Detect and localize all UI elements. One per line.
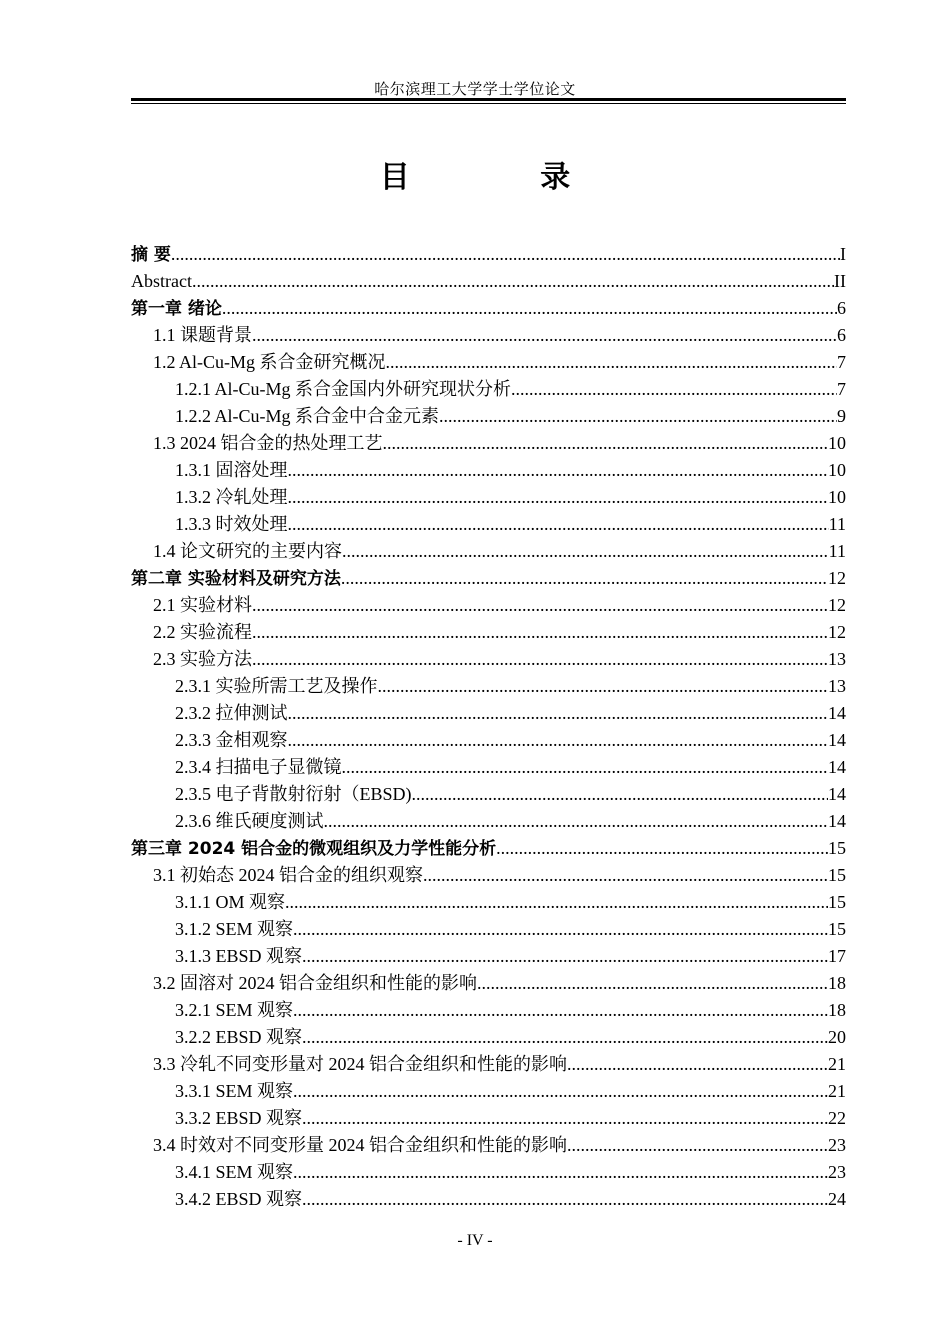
toc-entry[interactable] [131, 268, 846, 295]
toc-entry-label: 1.4 论文研究的主要内容 [153, 541, 342, 561]
toc-entry[interactable] [131, 646, 846, 673]
toc-entry-page: 17 [828, 946, 846, 966]
toc-entry-label: 3.2.1 SEM 观察 [175, 1000, 294, 1020]
toc-entry-label: 1.3.3 时效处理 [175, 514, 288, 534]
toc-entry[interactable] [131, 241, 846, 268]
toc-entry-label: 3.3.2 EBSD 观察 [175, 1108, 303, 1128]
toc-leader-dots [342, 754, 829, 781]
toc-entry[interactable] [131, 619, 846, 646]
toc-leader-dots [293, 997, 828, 1024]
toc-entry-page: 15 [828, 838, 846, 858]
toc-entry[interactable] [131, 1186, 846, 1213]
toc-entry-page: 15 [828, 865, 846, 885]
toc-entry-label: Abstract [131, 271, 192, 291]
toc-entry-page: 15 [828, 892, 846, 912]
toc-entry-label: 2.3.2 拉伸测试 [175, 703, 288, 723]
toc-leader-dots [567, 1051, 828, 1078]
toc-entry-label: 2.3.1 实验所需工艺及操作 [175, 676, 378, 696]
header-rule-thick [131, 98, 846, 101]
toc-entry-page: 18 [828, 973, 846, 993]
toc-entry[interactable] [131, 295, 846, 322]
toc-entry[interactable] [131, 322, 846, 349]
toc-entry-label: 2.3 实验方法 [153, 649, 252, 669]
toc-entry-page: 14 [828, 811, 846, 831]
toc-entry-label: 3.1 初始态 2024 铝合金的组织观察 [153, 865, 423, 885]
toc-leader-dots [511, 376, 837, 403]
toc-entry-label: 3.4.1 SEM 观察 [175, 1162, 294, 1182]
toc-entry[interactable] [131, 889, 846, 916]
toc-entry-label: 2.3.4 扫描电子显微镜 [175, 757, 342, 777]
toc-entry-page: 10 [828, 460, 846, 480]
toc-entry-label: 2.1 实验材料 [153, 595, 252, 615]
toc-entry-page: 13 [828, 676, 846, 696]
toc-entry[interactable] [131, 808, 846, 835]
toc-entry[interactable] [131, 538, 846, 565]
toc-entry[interactable] [131, 376, 846, 403]
toc-entry-page: 6 [837, 325, 846, 345]
toc-entry[interactable] [131, 511, 846, 538]
toc-leader-dots [342, 538, 829, 565]
toc-entry-label: 3.4.2 EBSD 观察 [175, 1189, 303, 1209]
toc-entry[interactable] [131, 862, 846, 889]
toc-leader-dots [252, 322, 837, 349]
toc-entry[interactable] [131, 457, 846, 484]
toc-entry-page: I [840, 244, 846, 264]
toc-leader-dots [302, 1105, 828, 1132]
toc-leader-dots [293, 1159, 828, 1186]
toc-entry[interactable] [131, 1078, 846, 1105]
toc-leader-dots [288, 457, 829, 484]
toc-entry-page: 14 [828, 703, 846, 723]
toc-leader-dots [288, 511, 829, 538]
toc-entry-page: 21 [828, 1081, 846, 1101]
toc-leader-dots [222, 295, 837, 322]
toc-leader-dots [302, 1186, 828, 1213]
toc-entry-label: 3.3.1 SEM 观察 [175, 1081, 294, 1101]
toc-entry[interactable] [131, 1132, 846, 1159]
toc-entry[interactable] [131, 943, 846, 970]
toc-entry-label: 第二章 实验材料及研究方法 [131, 569, 341, 589]
toc-leader-dots [285, 889, 828, 916]
toc-entry-page: 12 [828, 568, 846, 588]
toc-entry-label: 3.1.2 SEM 观察 [175, 919, 294, 939]
toc-entry-page: 7 [837, 352, 846, 372]
toc-entry[interactable] [131, 673, 846, 700]
toc-leader-dots [288, 484, 829, 511]
toc-entry-page: 24 [828, 1189, 846, 1209]
toc-entry-page: 22 [828, 1108, 846, 1128]
toc-entry-label: 2.3.5 电子背散射衍射（EBSD) [175, 784, 412, 804]
toc-entry-label: 3.4 时效对不同变形量 2024 铝合金组织和性能的影响 [153, 1135, 567, 1155]
toc-entry-page: II [834, 271, 846, 291]
toc-entry-page: 11 [828, 541, 846, 561]
toc-entry-label: 第一章 绪论 [131, 299, 222, 319]
toc-entry-label: 1.2 Al-Cu-Mg 系合金研究概况 [153, 352, 386, 372]
toc-entry-label: 1.3 2024 铝合金的热处理工艺 [153, 433, 383, 453]
toc-entry-label: 3.2 固溶对 2024 铝合金组织和性能的影响 [153, 973, 477, 993]
toc-entry[interactable] [131, 430, 846, 457]
toc-entry-page: 15 [828, 919, 846, 939]
toc-leader-dots [293, 1078, 828, 1105]
toc-entry-label: 第三章 2024 铝合金的微观组织及力学性能分析 [131, 839, 497, 859]
toc-leader-dots [386, 349, 837, 376]
toc-leader-dots [324, 808, 829, 835]
toc-leader-dots [192, 268, 834, 295]
toc-leader-dots [252, 646, 828, 673]
toc-leader-dots [288, 700, 829, 727]
toc-entry[interactable] [131, 349, 846, 376]
toc-entry[interactable] [131, 727, 846, 754]
toc-entry-label: 3.3 冷轧不同变形量对 2024 铝合金组织和性能的影响 [153, 1054, 567, 1074]
toc-entry-page: 23 [828, 1162, 846, 1182]
toc-entry-label: 3.2.2 EBSD 观察 [175, 1027, 303, 1047]
toc-entry[interactable] [131, 700, 846, 727]
toc-entry-page: 12 [828, 622, 846, 642]
toc-entry-label: 摘 要 [131, 245, 171, 265]
toc-entry-label: 1.3.2 冷轧处理 [175, 487, 288, 507]
toc-entry-label: 1.2.1 Al-Cu-Mg 系合金国内外研究现状分析 [175, 379, 512, 399]
page-title: 目 录 [379, 160, 631, 195]
toc-leader-dots [341, 565, 828, 592]
toc-entry[interactable] [131, 565, 846, 592]
toc-entry-page: 14 [828, 730, 846, 750]
toc-leader-dots [496, 835, 828, 862]
toc-leader-dots [293, 916, 828, 943]
toc-entry-page: 18 [828, 1000, 846, 1020]
toc-entry-label: 2.3.6 维氏硬度测试 [175, 811, 324, 831]
page-number: - IV - [457, 1232, 493, 1249]
toc-entry-label: 3.1.3 EBSD 观察 [175, 946, 303, 966]
toc-entry[interactable] [131, 403, 846, 430]
toc-entry-page: 13 [828, 649, 846, 669]
toc-entry-page: 9 [837, 406, 846, 426]
toc-entry[interactable] [131, 754, 846, 781]
table-of-contents [131, 241, 846, 1213]
toc-entry[interactable] [131, 1159, 846, 1186]
toc-entry-page: 21 [828, 1054, 846, 1074]
toc-leader-dots [302, 943, 828, 970]
toc-entry-label: 3.1.1 OM 观察 [175, 892, 286, 912]
toc-entry[interactable] [131, 1105, 846, 1132]
toc-entry[interactable] [131, 592, 846, 619]
toc-entry-label: 2.3.3 金相观察 [175, 730, 288, 750]
toc-entry[interactable] [131, 1051, 846, 1078]
toc-entry[interactable] [131, 916, 846, 943]
toc-entry-label: 1.1 课题背景 [153, 325, 252, 345]
toc-entry-label: 2.2 实验流程 [153, 622, 252, 642]
toc-entry[interactable] [131, 781, 846, 808]
toc-entry-label: 1.3.1 固溶处理 [175, 460, 288, 480]
toc-leader-dots [412, 781, 828, 808]
toc-entry-page: 11 [828, 514, 846, 534]
toc-leader-dots [252, 619, 828, 646]
toc-leader-dots [302, 1024, 828, 1051]
running-header: 哈尔滨理工大学学士学位论文 [374, 82, 576, 98]
toc-entry-page: 12 [828, 595, 846, 615]
toc-entry-page: 20 [828, 1027, 846, 1047]
toc-leader-dots [171, 241, 840, 268]
toc-entry-page: 23 [828, 1135, 846, 1155]
toc-entry[interactable] [131, 835, 846, 862]
toc-leader-dots [423, 862, 828, 889]
toc-leader-dots [439, 403, 837, 430]
toc-entry-page: 6 [837, 298, 846, 318]
toc-entry[interactable] [131, 1024, 846, 1051]
toc-entry-page: 14 [828, 784, 846, 804]
header-rule-thin [131, 103, 846, 104]
toc-leader-dots [288, 727, 829, 754]
toc-entry-page: 10 [828, 433, 846, 453]
toc-entry-label: 1.2.2 Al-Cu-Mg 系合金中合金元素 [175, 406, 440, 426]
toc-entry[interactable] [131, 484, 846, 511]
toc-leader-dots [477, 970, 828, 997]
toc-leader-dots [378, 673, 829, 700]
toc-entry-page: 10 [828, 487, 846, 507]
toc-leader-dots [383, 430, 829, 457]
toc-entry-page: 14 [828, 757, 846, 777]
toc-entry-page: 7 [837, 379, 846, 399]
toc-leader-dots [252, 592, 828, 619]
toc-entry[interactable] [131, 970, 846, 997]
toc-entry[interactable] [131, 997, 846, 1024]
toc-leader-dots [567, 1132, 828, 1159]
